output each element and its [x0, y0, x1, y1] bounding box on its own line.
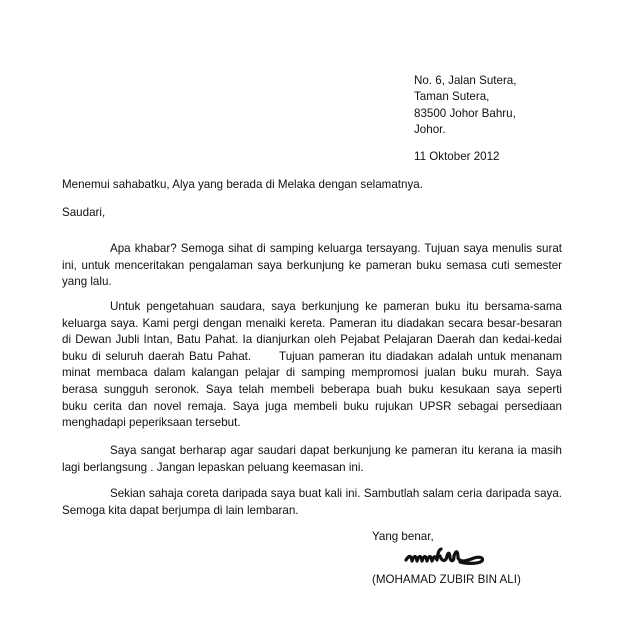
address-line: No. 6, Jalan Sutera,: [414, 74, 517, 87]
text-line: Saya sangat berharap agar saudari dapat berkunjung ke pameran itu kerana ia masih: [110, 444, 562, 457]
text-line: buku cerita dan novel remaja. Saya juga membeli buku rujukan UPSR sebagai persediaan: [62, 399, 562, 413]
text-line: yang lalu.: [62, 275, 112, 289]
text-line: lagi berlangsung . Jangan lepaskan peluang keemasan ini.: [62, 460, 364, 474]
paragraph-1: [62, 241, 562, 291]
greeting-line: Menemui sahabatku, Alya yang berada di Melaka dengan selamatnya.: [62, 178, 423, 191]
text-line: Sekian sahaja coreta daripada saya buat kali ini. Sambutlah salam ceria daripada saya.: [110, 487, 562, 500]
text-line: berasa sungguh seronok. Saya telah membeli beberapa buah buku kesukaan saya seperti: [62, 382, 562, 396]
text-line: buku di seluruh daerah Batu Pahat. Tujuan pameran itu diadakan adalah untuk menanam: [62, 349, 562, 363]
text-line: ini, untuk menceritakan pengalaman saya berkunjung ke pameran buku semasa cuti semester: [62, 258, 562, 272]
address-line: 83500 Johor Bahru,: [414, 106, 516, 120]
text-line: di Dewan Jubli Intan, Batu Pahat. Ia dianjurkan oleh Pejabat Pelajaran Daerah dan kedai-kedai: [62, 333, 562, 347]
address-line: Johor.: [414, 123, 446, 137]
text-line: menghadapi peperiksaan tersebut.: [62, 416, 241, 430]
handwritten-signature: [404, 546, 488, 571]
paragraph-2: [62, 299, 562, 432]
text-line: Apa khabar? Semoga sihat di samping keluarga tersayang. Tujuan saya menulis surat: [110, 242, 562, 255]
letter-date: 11 Oktober 2012: [414, 150, 500, 163]
text-line: minat membaca dalam kalangan pelajar di samping mempromosi jualan buku murah. Saya: [62, 366, 562, 380]
paragraph-3: [62, 443, 562, 476]
sender-address: [414, 73, 516, 139]
text-line: keluarga saya. Kami pergi dengan menaiki kereta. Pameran itu diadakan secara besar-besaran: [62, 316, 562, 330]
text-line: Semoga kita dapat berjumpa di lain lembaran.: [62, 503, 299, 517]
paragraph-4: [62, 486, 562, 519]
address-line: Taman Sutera,: [414, 90, 490, 104]
salutation: Saudari,: [62, 206, 106, 219]
signature-name: (MOHAMAD ZUBIR BIN ALI): [372, 573, 521, 586]
text-line: Untuk pengetahuan saudara, saya berkunjung ke pameran buku itu bersama-sama: [110, 300, 562, 313]
closing: Yang benar,: [372, 530, 434, 543]
